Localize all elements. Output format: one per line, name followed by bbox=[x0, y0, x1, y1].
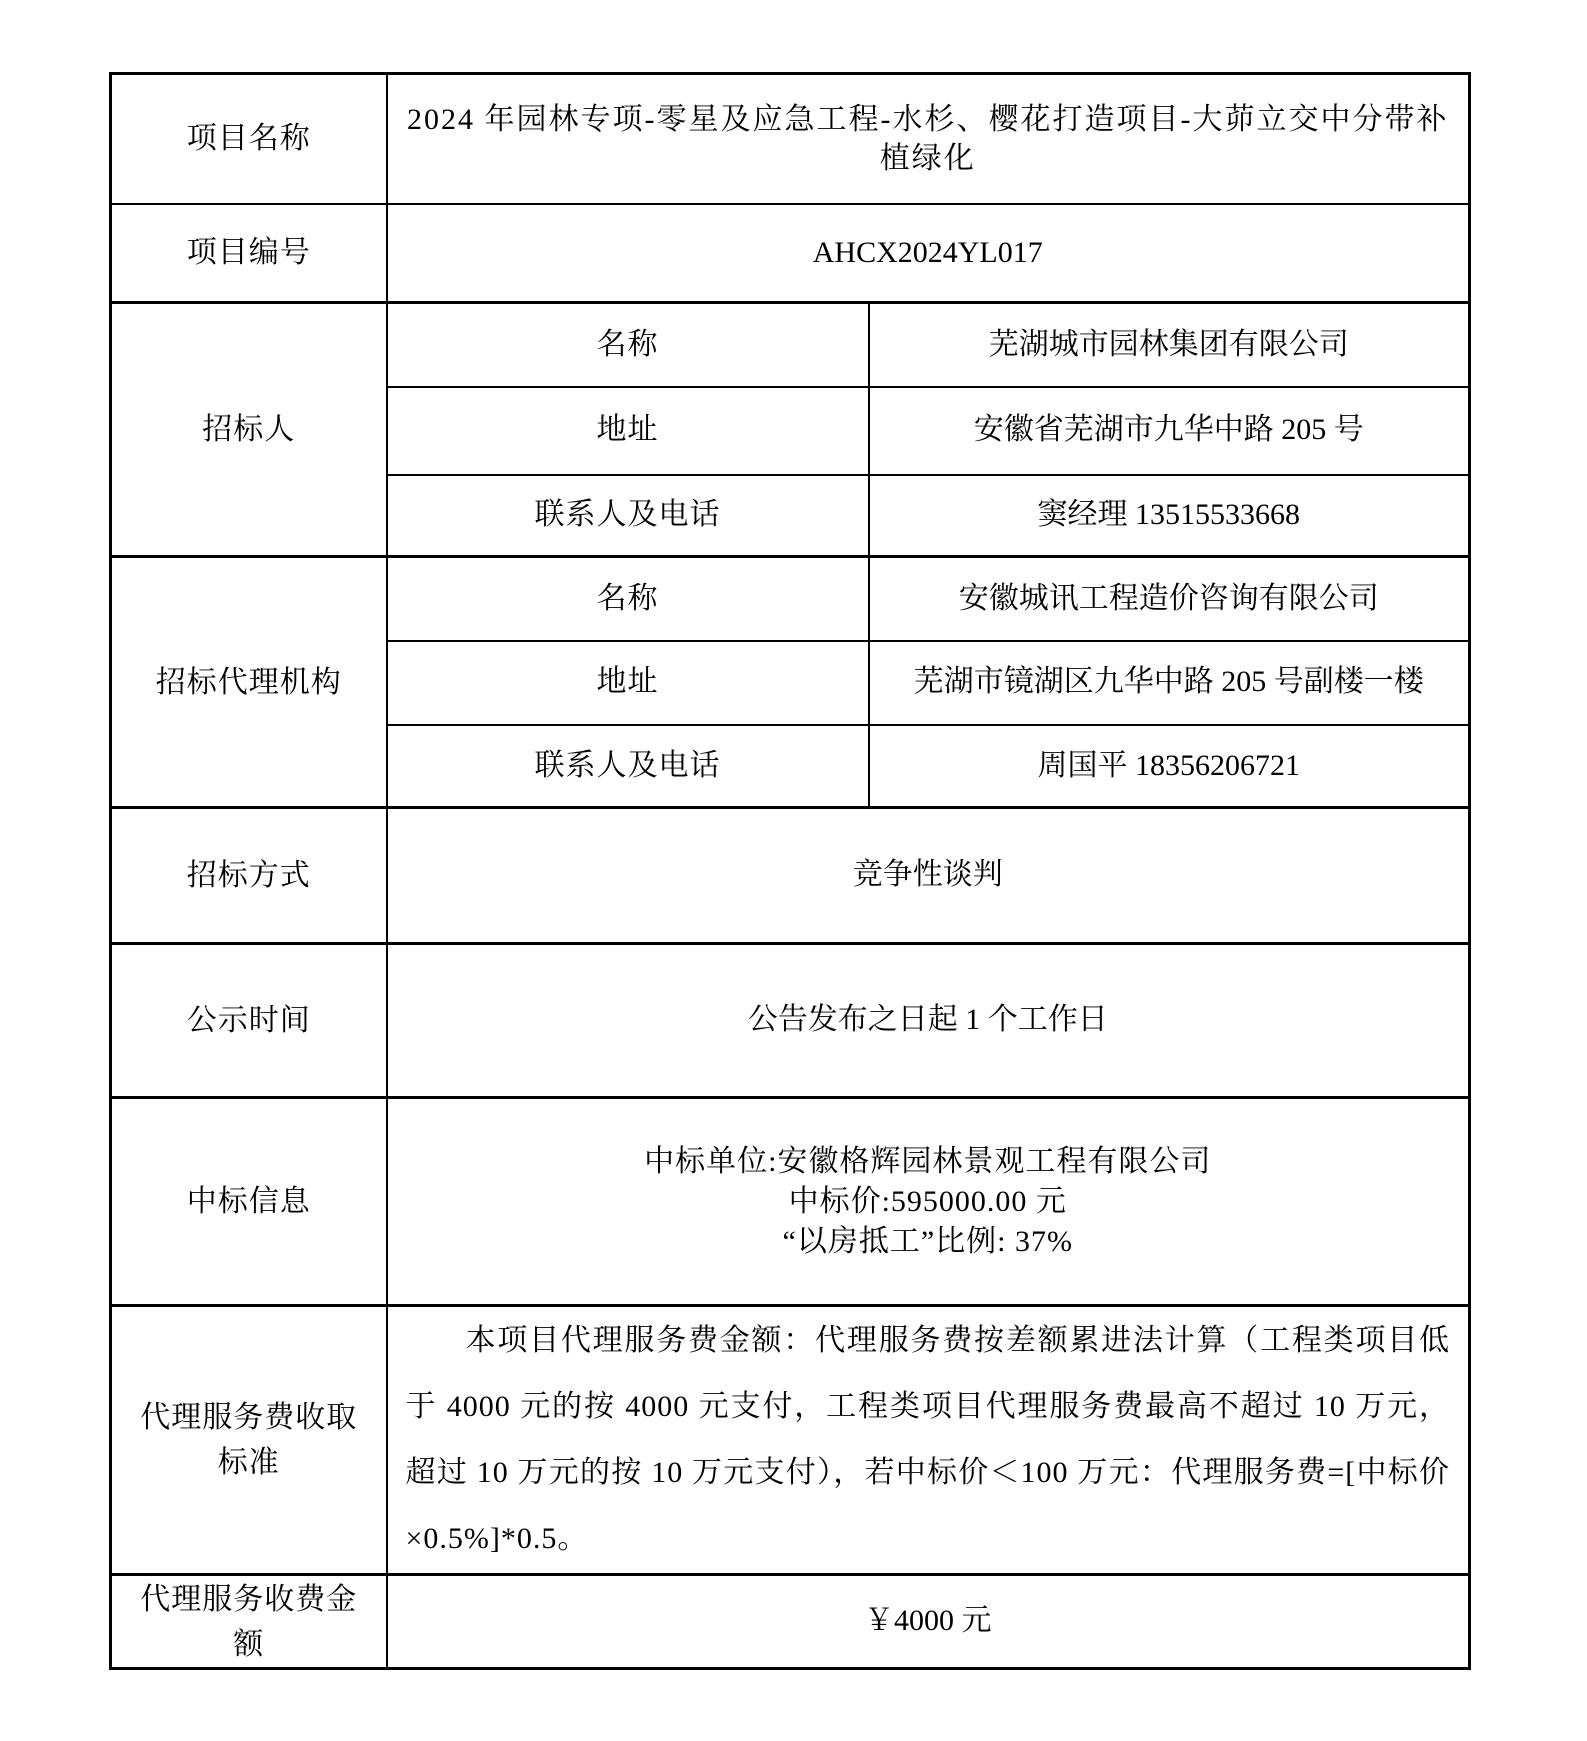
tenderer-name-label: 名称 bbox=[387, 303, 869, 387]
project-code-value: AHCX2024YL017 bbox=[387, 204, 1470, 303]
publicity-row bbox=[111, 944, 1470, 1098]
publicity-label: 公示时间 bbox=[111, 944, 387, 1098]
award-ratio-line: “以房抵工”比例: 37% bbox=[782, 1224, 1073, 1258]
method-label: 招标方式 bbox=[111, 808, 387, 944]
fee-amount-label: 代理服务收费金额 bbox=[111, 1575, 387, 1669]
agency-name-label: 名称 bbox=[387, 557, 869, 641]
tenderer-name-value: 芜湖城市园林集团有限公司 bbox=[869, 303, 1470, 387]
tenderer-contact-label: 联系人及电话 bbox=[387, 475, 869, 557]
project-code-row bbox=[111, 204, 1470, 303]
tenderer-name-row bbox=[111, 303, 1470, 387]
agency-label: 招标代理机构 bbox=[111, 557, 387, 808]
fee-standard-text: 本项目代理服务费金额：代理服务费按差额累进法计算（工程类项目低于 4000 元的按 4000 元支付，工程类项目代理服务费最高不超过 10 万元，超过 10 万元的按 10 万元支付），若中标价＜100 万元：代理服务费=[中标价×0.5%]*0.5。 bbox=[405, 1324, 1451, 1555]
method-row bbox=[111, 808, 1470, 944]
tender-announcement-table bbox=[109, 72, 1471, 1670]
project-name-row bbox=[111, 74, 1470, 204]
method-value: 竞争性谈判 bbox=[387, 808, 1470, 944]
agency-contact-label: 联系人及电话 bbox=[387, 725, 869, 808]
project-name-label: 项目名称 bbox=[111, 74, 387, 204]
agency-address-value: 芜湖市镜湖区九华中路 205 号副楼一楼 bbox=[869, 641, 1470, 725]
agency-name-row bbox=[111, 557, 1470, 641]
agency-address-label: 地址 bbox=[387, 641, 869, 725]
award-label: 中标信息 bbox=[111, 1098, 387, 1306]
award-value bbox=[387, 1098, 1470, 1306]
agency-contact-value: 周国平 18356206721 bbox=[869, 725, 1470, 808]
tenderer-address-value: 安徽省芜湖市九华中路 205 号 bbox=[869, 387, 1470, 475]
publicity-value: 公告发布之日起 1 个工作日 bbox=[387, 944, 1470, 1098]
fee-standard-value bbox=[387, 1306, 1470, 1575]
fee-amount-value: ￥4000 元 bbox=[387, 1575, 1470, 1669]
fee-standard-label: 代理服务费收取标准 bbox=[111, 1306, 387, 1575]
tenderer-label: 招标人 bbox=[111, 303, 387, 557]
award-row bbox=[111, 1098, 1470, 1306]
fee-amount-row bbox=[111, 1575, 1470, 1669]
tenderer-address-label: 地址 bbox=[387, 387, 869, 475]
agency-name-value: 安徽城讯工程造价咨询有限公司 bbox=[869, 557, 1470, 641]
fee-standard-row bbox=[111, 1306, 1470, 1575]
award-price-line: 中标价:595000.00 元 bbox=[788, 1184, 1067, 1218]
project-code-label: 项目编号 bbox=[111, 204, 387, 303]
award-winner-line: 中标单位:安徽格辉园林景观工程有限公司 bbox=[644, 1144, 1212, 1178]
project-name-value: 2024 年园林专项-零星及应急工程-水杉、樱花打造项目-大茆立交中分带补植绿化 bbox=[387, 74, 1470, 204]
tenderer-contact-value: 窦经理 13515533668 bbox=[869, 475, 1470, 557]
